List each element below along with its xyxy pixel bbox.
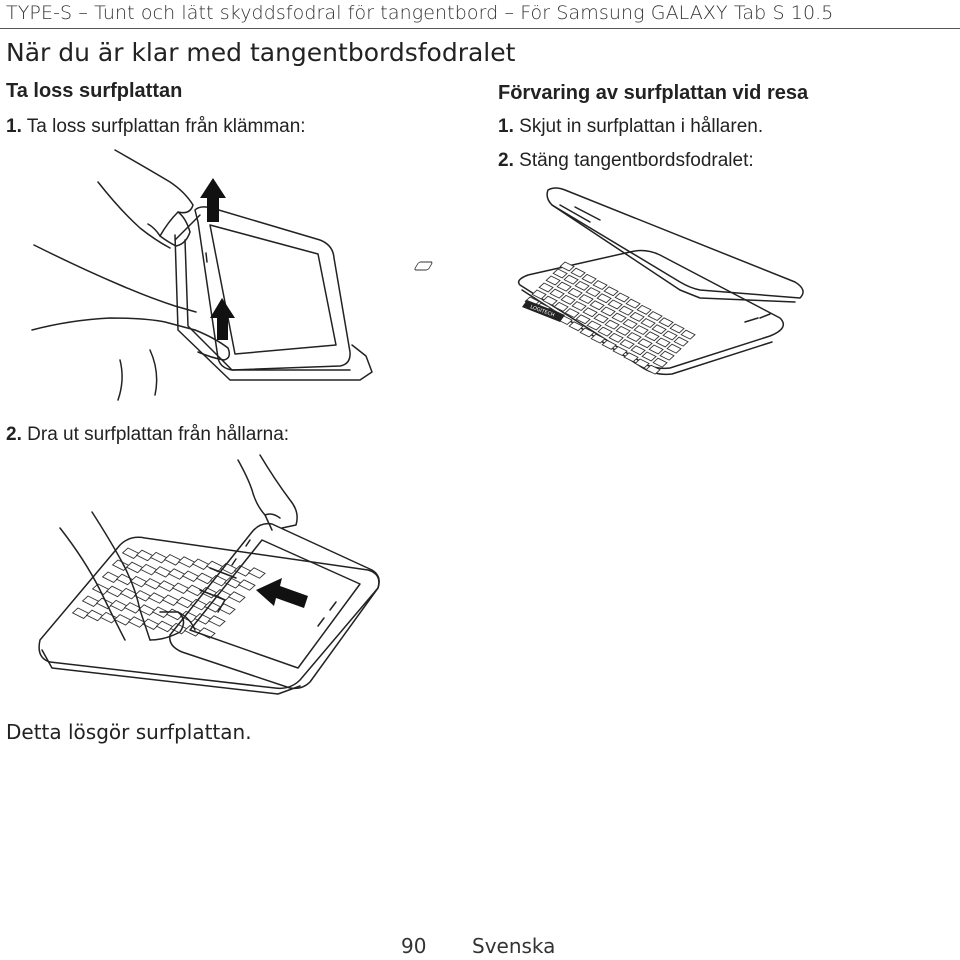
keyboard-key [87, 610, 103, 620]
keyboard-key [169, 569, 185, 579]
keyboard-key [179, 557, 195, 567]
keyboard-key [111, 600, 127, 610]
step-text: Dra ut surfplattan från hållarna: [27, 424, 290, 445]
keyboard-key [193, 559, 209, 569]
step-number: 1. [6, 116, 22, 137]
keyboard-key [239, 580, 255, 590]
keyboard-key [249, 568, 265, 578]
keyboard-key [123, 548, 139, 558]
keyboard-key [165, 555, 181, 565]
footer-language: Svenska [472, 934, 556, 958]
keyboard-key [191, 599, 207, 609]
keyboard-key [177, 597, 193, 607]
keyboard-key [155, 567, 171, 577]
keyboard-key [83, 596, 99, 606]
step-text: Ta loss surfplattan från klämman: [26, 116, 306, 137]
keyboard-key [151, 552, 167, 562]
keyboard-key [145, 579, 161, 589]
keyboard-key [137, 550, 153, 560]
step-number: 2. [6, 424, 22, 445]
keyboard-key [107, 586, 123, 596]
keyboard-key [149, 593, 165, 603]
section-title: När du är klar med tangentbordsfodralet [6, 38, 516, 67]
subhead-remove-tablet: Ta loss surfplattan [6, 80, 183, 102]
keyboard-key [183, 571, 199, 581]
keyboard-key [163, 595, 179, 605]
keyboard-key [73, 608, 89, 618]
logo-text: LOGITECH [529, 304, 556, 319]
step-text: Skjut in surfplattan i hållaren. [519, 116, 764, 137]
keyboard-key [127, 562, 143, 572]
keyboard-key [197, 573, 213, 583]
running-head: TYPE-S – Tunt och lätt skyddsfodral för tangentbord – För Samsung GALAXY Tab S 10.5 [6, 2, 834, 24]
keyboard-key [113, 560, 129, 570]
result-text: Detta lösgör surfplattan. [6, 720, 252, 744]
step-text: Stäng tangentbordsfodralet: [519, 150, 754, 171]
keyboard-key [209, 616, 225, 626]
keyboard-key [103, 572, 119, 582]
keyboard-key [173, 583, 189, 593]
subhead-travel-storage: Förvaring av surfplattan vid resa [498, 82, 809, 104]
step-number: 2. [498, 150, 514, 171]
keyboard-key [157, 621, 173, 631]
keyboard-key [101, 612, 117, 622]
keyboard-key [159, 581, 175, 591]
keyboard-key [141, 564, 157, 574]
keyboard-key [229, 592, 245, 602]
step-number: 1. [498, 116, 514, 137]
page-number: 90 [401, 934, 427, 958]
